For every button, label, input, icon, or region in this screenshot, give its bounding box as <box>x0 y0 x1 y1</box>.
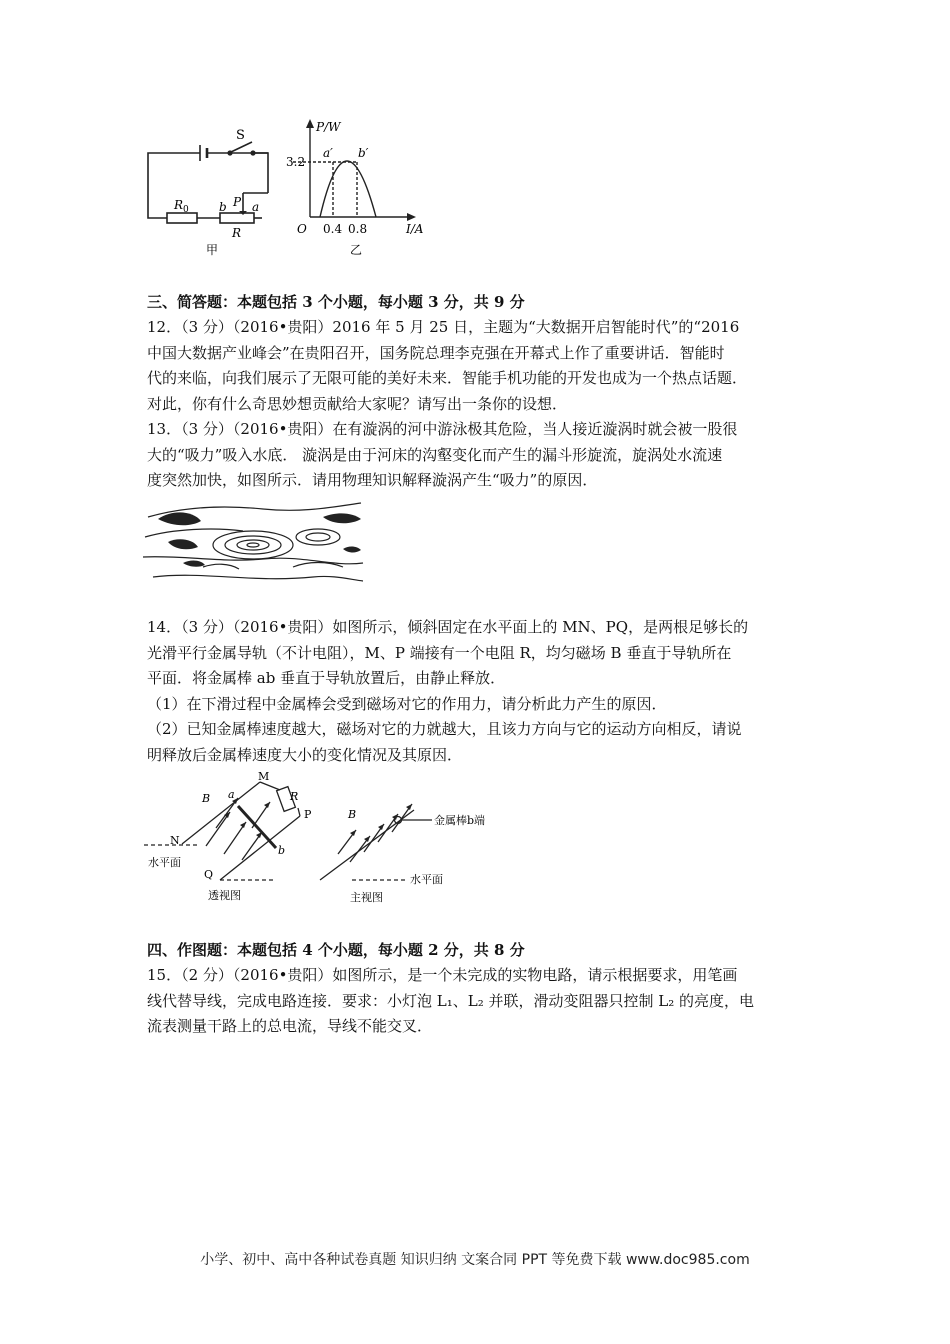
front-plane-label: 水平面 <box>410 873 443 886</box>
power-current-graph <box>288 115 438 265</box>
rheostat-label: R <box>232 226 242 240</box>
y-tick-label: 3.2 <box>286 155 306 169</box>
label-R: R <box>290 790 299 803</box>
label-N: N <box>170 834 180 847</box>
whirlpool-illustration <box>143 497 365 589</box>
label-a: a <box>228 788 235 801</box>
question-13-line-3: 度突然加快，如图所示．请用物理知识解释漩涡产生“吸力”的原因． <box>147 471 598 489</box>
origin-label: O <box>297 222 307 236</box>
x-tick-0-4: 0.4 <box>323 222 343 236</box>
label-Q: Q <box>204 868 214 881</box>
front-view-caption: 主视图 <box>350 891 383 904</box>
question-14-line-6: 明释放后金属棒速度大小的变化情况及其原因． <box>147 745 463 764</box>
r0-label: R <box>174 198 184 212</box>
page-footer: 小学、初中、高中各种试卷真题 知识归纳 文案合同 PPT 等免费下载 www.doc985.com <box>200 1252 750 1268</box>
question-15-line-2: 线代替导线，完成电路连接．要求：小灯泡 L₁、L₂ 并联，滑动变阻器只控制 L₂ 的亮度，电 <box>147 991 754 1010</box>
terminal-b-label: b <box>219 200 227 214</box>
question-14-line-4: （1）在下滑过程中金属棒会受到磁场对它的作用力，请分析此力产生的原因． <box>147 694 667 713</box>
x-axis-label: I/A <box>406 222 424 236</box>
question-14-line-3: 平面．将金属棒 ab 垂直于导轨放置后，由静止释放． <box>147 669 506 687</box>
point-b-prime: b′ <box>358 146 369 160</box>
figure-jia-caption: 甲 <box>206 243 219 257</box>
perspective-caption: 透视图 <box>208 889 241 902</box>
rails-perspective-view <box>140 768 320 910</box>
question-12-line-1: 12．（3 分）（2016•贵阳）2016 年 5 月 25 日，主题为“大数据开启智能时代”的“2016 <box>147 318 740 336</box>
slider-p-label: P <box>233 195 242 209</box>
section-3-heading: 三、简答题：本题包括 3 个小题，每小题 3 分，共 9 分 <box>147 293 525 311</box>
question-12-line-3: 代的来临，向我们展示了无限可能的美好未来．智能手机功能的开发也成为一个热点话题． <box>147 369 748 387</box>
question-13-line-1: 13．（3 分）（2016•贵阳）在有漩涡的河中游泳极其危险，当人接近漩涡时就会被一股很 <box>147 420 738 438</box>
label-M: M <box>258 770 270 783</box>
x-tick-0-8: 0.8 <box>348 222 368 236</box>
switch-label: S <box>236 128 245 143</box>
horizontal-plane-label: 水平面 <box>148 856 181 869</box>
front-label-B: B <box>348 808 357 821</box>
label-b: b <box>278 844 286 857</box>
r0-subscript: 0 <box>183 205 189 215</box>
terminal-a-label: a <box>252 200 260 214</box>
question-14-line-5: （2）已知金属棒速度越大，磁场对它的力就越大，且该力方向与它的运动方向相反，请说 <box>147 720 742 738</box>
question-15-line-3: 流表测量干路上的总电流，导线不能交叉． <box>147 1017 433 1035</box>
label-P: P <box>304 808 312 821</box>
figure-yi-caption: 乙 <box>350 243 363 257</box>
label-B: B <box>202 792 211 805</box>
question-14-line-1: 14．（3 分）（2016•贵阳）如图所示，倾斜固定在水平面上的 MN、PQ，是两根足够长的 <box>147 618 749 636</box>
question-12-line-2: 中国大数据产业峰会”在贵阳召开，国务院总理李克强在开幕式上作了重要讲话．智能时 <box>147 343 725 362</box>
y-axis-label: P/W <box>316 120 341 134</box>
section-4-heading: 四、作图题：本题包括 4 个小题，每小题 2 分，共 8 分 <box>147 941 525 959</box>
rails-front-view <box>318 788 498 910</box>
question-13-line-2: 大的“吸力”吸入水底． 漩涡是由于河床的沟壑变化而产生的漏斗形旋流，旋涡处水流速 <box>147 445 723 464</box>
question-15-line-1: 15．（2 分）（2016•贵阳）如图所示，是一个未完成的实物电路，请示根据要求，用笔画 <box>147 966 738 984</box>
question-12-line-4: 对此，你有什么奇思妙想贡献给大家呢？请写出一条你的设想． <box>147 394 568 413</box>
rod-end-label: 金属棒b端 <box>434 814 486 827</box>
circuit-diagram <box>140 115 290 265</box>
point-a-prime: a′ <box>323 146 333 160</box>
question-14-line-2: 光滑平行金属导轨（不计电阻），M、P 端接有一个电阻 R，均匀磁场 B 垂直于导轨所在 <box>147 643 732 662</box>
